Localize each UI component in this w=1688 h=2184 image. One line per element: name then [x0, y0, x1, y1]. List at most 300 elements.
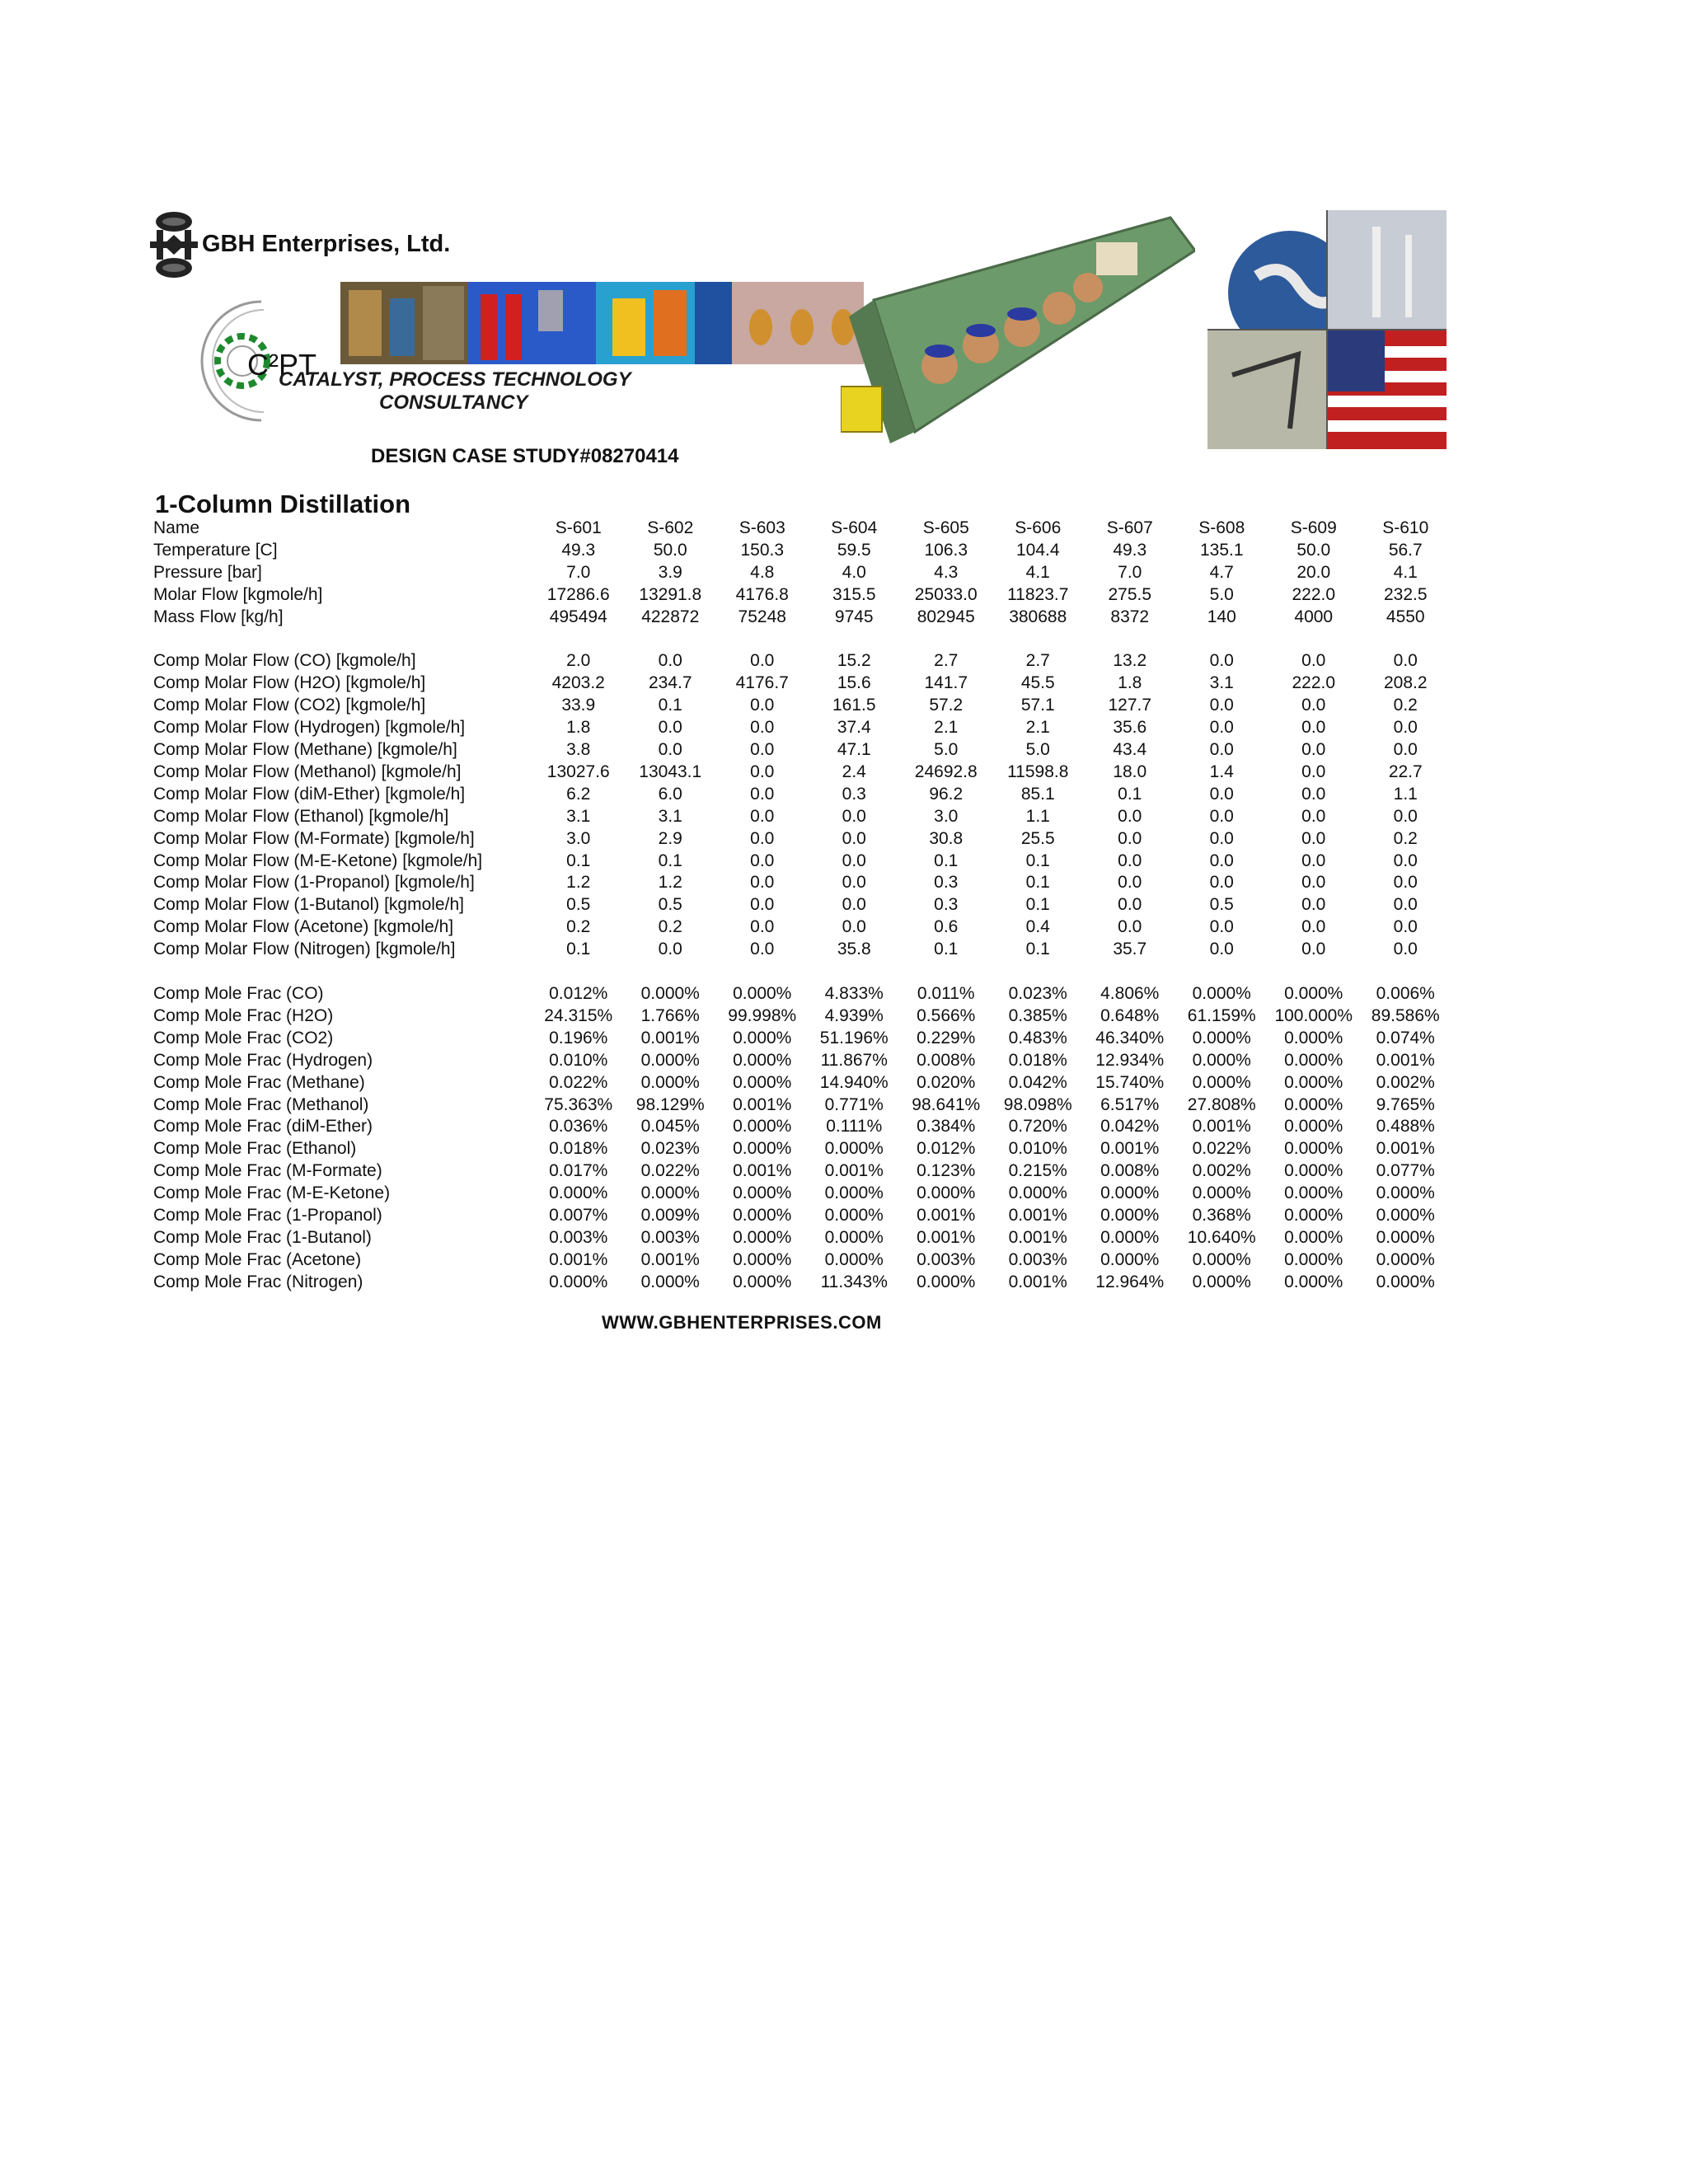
- table-cell: 0.022%: [1192, 1139, 1251, 1159]
- table-cell: 49.3: [1113, 540, 1147, 560]
- row-label: Comp Molar Flow (Hydrogen) [kgmole/h]: [153, 718, 466, 738]
- table-cell: 2.9: [658, 828, 682, 848]
- stream-header: S-609: [1290, 518, 1337, 537]
- table-cell: 0.0: [658, 651, 682, 671]
- table-cell: 15.740%: [1095, 1072, 1165, 1092]
- table-cell: 0.0: [1301, 740, 1326, 760]
- table-cell: 0.0: [750, 828, 775, 848]
- table-cell: 0.001%: [640, 1249, 700, 1269]
- table-cell: 1.1: [1025, 806, 1050, 826]
- stream-header: S-604: [831, 518, 878, 537]
- table-cell: 0.384%: [917, 1117, 976, 1137]
- table-cell: 33.9: [561, 696, 596, 715]
- table-cell: 0.0: [1118, 851, 1142, 870]
- table-cell: 4550: [1386, 607, 1425, 626]
- table-cell: 0.000%: [917, 1183, 976, 1203]
- table-row: [153, 939, 1451, 961]
- table-cell: 222.0: [1292, 584, 1336, 604]
- stream-header: S-603: [738, 518, 785, 537]
- table-cell: 0.196%: [549, 1028, 608, 1047]
- table-cell: 0.2: [1393, 828, 1418, 848]
- table-cell: 0.4: [1025, 917, 1050, 937]
- table-cell: 3.9: [658, 562, 682, 582]
- table-cell: 0.0: [1393, 895, 1418, 915]
- table-cell: 4000: [1294, 607, 1334, 626]
- table-cell: 0.215%: [1008, 1161, 1067, 1181]
- table-cell: 6.2: [566, 784, 591, 804]
- row-label: Comp Mole Frac (Acetone): [153, 1249, 362, 1269]
- table-cell: 0.000%: [917, 1272, 976, 1291]
- table-cell: 0.0: [1209, 917, 1234, 937]
- row-label: Comp Mole Frac (Methane): [153, 1072, 365, 1092]
- table-cell: 0.0: [1209, 696, 1234, 715]
- table-cell: 1.8: [566, 718, 591, 738]
- row-label: Comp Mole Frac (Hydrogen): [153, 1050, 373, 1070]
- table-cell: 0.0: [1301, 651, 1326, 671]
- table-row: [153, 695, 1451, 717]
- table-cell: 0.000%: [640, 1272, 700, 1291]
- table-cell: 11.867%: [820, 1050, 888, 1070]
- table-cell: 0.3: [934, 873, 959, 893]
- table-cell: 0.0: [842, 851, 866, 870]
- table-cell: 100.000%: [1274, 1005, 1353, 1025]
- table-cell: 0.002%: [1192, 1161, 1251, 1181]
- table-cell: 0.000%: [1008, 1183, 1067, 1203]
- table-cell: 3.0: [566, 828, 591, 848]
- table-cell: 10.640%: [1187, 1227, 1256, 1247]
- table-cell: 0.0: [750, 762, 775, 781]
- table-cell: 0.648%: [1100, 1005, 1160, 1025]
- table-cell: 0.000%: [1284, 1272, 1343, 1291]
- table-cell: 0.0: [1209, 940, 1234, 959]
- table-cell: 0.0: [658, 740, 682, 760]
- table-cell: 1.2: [658, 873, 682, 893]
- row-label: Comp Mole Frac (Methanol): [153, 1094, 369, 1114]
- table-row: [153, 650, 1451, 673]
- row-label: Comp Molar Flow (M-E-Ketone) [kgmole/h]: [153, 851, 483, 870]
- table-cell: 0.042%: [1008, 1072, 1067, 1092]
- table-cell: 141.7: [924, 673, 968, 693]
- table-cell: 11.343%: [820, 1272, 888, 1291]
- table-cell: 59.5: [837, 540, 871, 560]
- table-cell: 0.036%: [549, 1117, 608, 1137]
- table-cell: 422872: [641, 607, 700, 626]
- table-cell: 0.0: [1393, 940, 1418, 959]
- table-cell: 0.5: [1209, 895, 1234, 915]
- row-label: Comp Molar Flow (H2O) [kgmole/h]: [153, 673, 426, 693]
- table-cell: 0.3: [934, 895, 959, 915]
- table-row: [153, 562, 1451, 584]
- table-row: [153, 1160, 1451, 1183]
- row-label: Comp Mole Frac (Nitrogen): [153, 1272, 363, 1291]
- table-cell: 0.001%: [733, 1094, 792, 1114]
- table-row: [153, 739, 1451, 762]
- table-cell: 0.0: [750, 940, 775, 959]
- table-cell: 0.000%: [549, 1183, 608, 1203]
- table-cell: 0.1: [658, 696, 682, 715]
- table-row: [153, 872, 1451, 894]
- table-cell: 0.000%: [1192, 1183, 1251, 1203]
- table-cell: 0.0: [842, 873, 866, 893]
- table-cell: 61.159%: [1187, 1005, 1256, 1025]
- table-cell: 0.001%: [1008, 1206, 1067, 1226]
- table-cell: 0.001%: [1008, 1227, 1067, 1247]
- table-cell: 43.4: [1113, 740, 1147, 760]
- table-cell: 45.5: [1020, 673, 1055, 693]
- table-row: [153, 717, 1451, 739]
- row-label: Comp Molar Flow (Ethanol) [kgmole/h]: [153, 806, 449, 826]
- table-cell: 15.6: [837, 673, 871, 693]
- table-cell: 0.0: [1393, 718, 1418, 738]
- table-cell: 161.5: [832, 696, 876, 715]
- table-cell: 27.808%: [1187, 1094, 1256, 1114]
- table-row: [153, 1116, 1451, 1138]
- table-cell: 4.3: [934, 562, 959, 582]
- table-cell: 14.940%: [819, 1072, 889, 1092]
- table-cell: 0.000%: [640, 1183, 700, 1203]
- table-cell: 0.0: [1301, 806, 1326, 826]
- table-cell: 0.000%: [1100, 1183, 1160, 1203]
- row-label: Comp Molar Flow (1-Butanol) [kgmole/h]: [153, 895, 464, 915]
- row-label: Comp Mole Frac (diM-Ether): [153, 1117, 373, 1137]
- table-cell: 13027.6: [546, 762, 610, 781]
- table-cell: 0.0: [1209, 873, 1234, 893]
- table-cell: 0.0: [842, 895, 866, 915]
- table-cell: 0.008%: [917, 1050, 976, 1070]
- table-cell: 0.000%: [1192, 984, 1251, 1003]
- table-cell: 0.017%: [549, 1161, 608, 1181]
- table-cell: 0.000%: [1100, 1249, 1160, 1269]
- table-cell: 0.0: [842, 917, 866, 937]
- stream-header: S-605: [922, 518, 969, 537]
- table-cell: 0.123%: [917, 1161, 976, 1181]
- table-cell: 0.1: [934, 851, 959, 870]
- table-cell: 0.000%: [1192, 1072, 1251, 1092]
- table-cell: 0.0: [750, 718, 775, 738]
- table-cell: 46.340%: [1095, 1028, 1165, 1047]
- table-cell: 4.1: [1025, 562, 1050, 582]
- table-cell: 0.2: [658, 917, 682, 937]
- table-cell: 57.1: [1020, 696, 1055, 715]
- table-cell: 6.0: [658, 784, 682, 804]
- table-cell: 0.000%: [1284, 1206, 1343, 1226]
- table-cell: 0.023%: [1008, 984, 1067, 1003]
- table-cell: 0.000%: [1284, 1183, 1343, 1203]
- table-body: [153, 518, 1451, 1294]
- table-cell: 0.0: [1118, 895, 1142, 915]
- table-cell: 0.007%: [549, 1206, 608, 1226]
- table-cell: 0.720%: [1008, 1117, 1067, 1137]
- table-cell: 127.7: [1108, 696, 1152, 715]
- table-cell: 4.806%: [1100, 984, 1160, 1003]
- table-cell: 0.000%: [1284, 1072, 1343, 1092]
- section-title: 1-Column Distillation: [155, 490, 410, 518]
- table-row: [153, 762, 1451, 784]
- table-cell: 20.0: [1296, 562, 1331, 582]
- table-cell: 0.0: [750, 784, 775, 804]
- table-cell: 0.000%: [640, 1050, 700, 1070]
- table-cell: 0.6: [934, 917, 959, 937]
- table-cell: 0.000%: [733, 1227, 792, 1247]
- table-cell: 0.0: [1301, 873, 1326, 893]
- stream-header: S-610: [1382, 518, 1429, 537]
- table-cell: 234.7: [648, 673, 692, 693]
- table-cell: 0.045%: [640, 1117, 700, 1137]
- row-label: Comp Mole Frac (M-Formate): [153, 1161, 382, 1181]
- table-cell: 9.765%: [1376, 1094, 1435, 1114]
- table-cell: 12.964%: [1095, 1272, 1165, 1291]
- table-cell: 0.0: [750, 696, 775, 715]
- table-row: [153, 607, 1451, 629]
- table-cell: 98.129%: [635, 1094, 705, 1114]
- table-cell: 104.4: [1015, 540, 1060, 560]
- table-cell: 15.2: [837, 651, 871, 671]
- table-cell: 0.0: [750, 895, 775, 915]
- table-cell: 0.001%: [1376, 1139, 1435, 1159]
- table-cell: 2.1: [1025, 718, 1050, 738]
- consultancy-line2: CONSULTANCY: [379, 391, 528, 414]
- table-cell: 0.022%: [549, 1072, 608, 1092]
- table-cell: 0.0: [1393, 651, 1418, 671]
- spacer-cell: [153, 629, 1451, 651]
- table-cell: 4.833%: [824, 984, 884, 1003]
- table-cell: 0.0: [1209, 718, 1234, 738]
- table-cell: 802945: [917, 607, 975, 626]
- table-cell: 4.1: [1393, 562, 1418, 582]
- table-cell: 2.1: [934, 718, 959, 738]
- table-cell: 0.011%: [917, 984, 975, 1003]
- table-cell: 0.000%: [733, 1028, 792, 1047]
- table-cell: 0.000%: [824, 1227, 884, 1247]
- table-cell: 0.1: [566, 940, 591, 959]
- table-row: [153, 584, 1451, 607]
- table-cell: 106.3: [924, 540, 968, 560]
- table-cell: 0.0: [1301, 851, 1326, 870]
- table-cell: 0.000%: [1284, 1094, 1343, 1114]
- table-cell: 4.939%: [824, 1005, 884, 1025]
- table-cell: 0.1: [934, 940, 959, 959]
- table-cell: 0.000%: [1284, 1161, 1343, 1181]
- table-row: [153, 1072, 1451, 1094]
- table-cell: 0.000%: [1100, 1227, 1160, 1247]
- table-cell: 0.000%: [1376, 1206, 1435, 1226]
- company-name: GBH Enterprises, Ltd.: [202, 231, 451, 257]
- gbh-logo-icon: [150, 210, 198, 279]
- table-cell: 0.003%: [640, 1227, 700, 1247]
- table-cell: 5.0: [934, 740, 959, 760]
- table-cell: 30.8: [929, 828, 964, 848]
- table-cell: 0.000%: [1192, 1050, 1251, 1070]
- header-label: Name: [153, 518, 200, 537]
- row-label: Comp Mole Frac (1-Propanol): [153, 1206, 382, 1226]
- table-cell: 0.385%: [1008, 1005, 1067, 1025]
- consultancy-line1: CATALYST, PROCESS TECHNOLOGY: [279, 368, 631, 391]
- table-cell: 0.000%: [1100, 1206, 1160, 1226]
- table-row: [153, 1272, 1451, 1294]
- process-photo-strip: [340, 282, 864, 364]
- table-cell: 0.077%: [1376, 1161, 1435, 1181]
- table-row: [153, 784, 1451, 806]
- table-cell: 0.2: [1393, 696, 1418, 715]
- table-cell: 0.006%: [1376, 984, 1435, 1003]
- row-label: Pressure [bar]: [153, 562, 262, 582]
- table-cell: 0.111%: [826, 1117, 883, 1137]
- table-cell: 0.0: [1393, 851, 1418, 870]
- table-cell: 0.018%: [549, 1139, 608, 1159]
- row-label: Comp Mole Frac (Ethanol): [153, 1139, 357, 1159]
- table-cell: 0.1: [1025, 873, 1050, 893]
- table-cell: 0.000%: [824, 1206, 884, 1226]
- table-row: [153, 540, 1451, 562]
- table-cell: 0.0: [1209, 828, 1234, 848]
- table-cell: 96.2: [929, 784, 964, 804]
- table-cell: 0.001%: [917, 1227, 976, 1247]
- stream-header: S-606: [1015, 518, 1062, 537]
- table-cell: 0.000%: [1284, 1139, 1343, 1159]
- table-cell: 0.001%: [1192, 1117, 1251, 1137]
- table-cell: 3.1: [658, 806, 682, 826]
- table-cell: 0.0: [842, 806, 866, 826]
- table-cell: 24.315%: [544, 1005, 613, 1025]
- table-cell: 35.8: [837, 940, 871, 959]
- table-cell: 0.0: [750, 651, 775, 671]
- table-cell: 0.0: [1209, 784, 1234, 804]
- table-cell: 0.042%: [1100, 1117, 1160, 1137]
- table-cell: 0.1: [1025, 940, 1050, 959]
- table-cell: 50.0: [1296, 540, 1331, 560]
- table-cell: 13291.8: [639, 584, 702, 604]
- table-cell: 5.0: [1209, 584, 1234, 604]
- table-cell: 22.7: [1388, 762, 1423, 781]
- row-label: Molar Flow [kgmole/h]: [153, 584, 323, 604]
- table-cell: 0.000%: [1376, 1272, 1435, 1291]
- table-cell: 0.0: [1301, 940, 1326, 959]
- table-cell: 0.0: [1301, 784, 1326, 804]
- row-label: Temperature [C]: [153, 540, 278, 560]
- table-cell: 0.001%: [824, 1161, 884, 1181]
- table-cell: 0.0: [1118, 917, 1142, 937]
- table-cell: 0.012%: [917, 1139, 976, 1159]
- table-cell: 0.018%: [1008, 1050, 1067, 1070]
- table-cell: 0.000%: [1284, 1249, 1343, 1269]
- table-cell: 0.000%: [733, 1206, 792, 1226]
- table-cell: 0.000%: [1192, 1028, 1251, 1047]
- table-cell: 0.000%: [1284, 1028, 1343, 1047]
- table-cell: 232.5: [1383, 584, 1428, 604]
- table-cell: 0.074%: [1376, 1028, 1435, 1047]
- row-label: Comp Mole Frac (CO): [153, 984, 324, 1003]
- stream-header: S-602: [647, 518, 694, 537]
- table-cell: 8372: [1110, 607, 1150, 626]
- table-cell: 7.0: [1118, 562, 1142, 582]
- table-cell: 0.000%: [824, 1249, 884, 1269]
- table-cell: 18.0: [1113, 762, 1147, 781]
- table-row: [153, 1138, 1451, 1160]
- table-cell: 0.022%: [640, 1161, 700, 1181]
- row-label: Comp Molar Flow (Nitrogen) [kgmole/h]: [153, 940, 456, 959]
- table-row: [153, 806, 1451, 828]
- table-cell: 0.000%: [824, 1183, 884, 1203]
- stream-header: S-601: [555, 518, 602, 537]
- table-cell: 2.4: [842, 762, 866, 781]
- table-cell: 0.0: [750, 873, 775, 893]
- table-cell: 0.0: [1301, 762, 1326, 781]
- table-cell: 75.363%: [544, 1094, 613, 1114]
- table-row: [153, 1094, 1451, 1117]
- table-cell: 140: [1207, 607, 1236, 626]
- table-cell: 0.0: [750, 917, 775, 937]
- table-row: [153, 1205, 1451, 1227]
- table-cell: 4.8: [750, 562, 775, 582]
- table-cell: 49.3: [561, 540, 596, 560]
- table-row: [153, 1249, 1451, 1272]
- table-cell: 222.0: [1292, 673, 1336, 693]
- table-cell: 0.0: [1118, 806, 1142, 826]
- table-cell: 0.003%: [917, 1249, 976, 1269]
- table-cell: 0.0: [1209, 740, 1234, 760]
- stream-data-table: [153, 518, 1451, 1294]
- table-cell: 0.0: [658, 718, 682, 738]
- table-cell: 0.003%: [549, 1227, 608, 1247]
- table-cell: 4176.8: [735, 584, 789, 604]
- table-cell: 0.0: [1301, 895, 1326, 915]
- table-cell: 0.0: [750, 806, 775, 826]
- table-cell: 0.5: [658, 895, 682, 915]
- stream-header: S-607: [1106, 518, 1153, 537]
- table-cell: 0.001%: [1100, 1139, 1160, 1159]
- row-label: Comp Molar Flow (CO) [kgmole/h]: [153, 651, 416, 671]
- table-cell: 25033.0: [914, 584, 978, 604]
- table-cell: 0.0: [1301, 917, 1326, 937]
- table-cell: 0.001%: [1008, 1272, 1067, 1291]
- table-cell: 0.000%: [1284, 1227, 1343, 1247]
- table-cell: 98.098%: [1003, 1094, 1072, 1114]
- table-cell: 0.000%: [733, 1183, 792, 1203]
- table-cell: 495494: [549, 607, 607, 626]
- table-cell: 0.0: [750, 851, 775, 870]
- table-cell: 1.4: [1209, 762, 1234, 781]
- table-cell: 2.0: [566, 651, 591, 671]
- table-cell: 4203.2: [551, 673, 605, 693]
- table-row: [153, 983, 1451, 1005]
- table-cell: 0.2: [566, 917, 591, 937]
- table-cell: 0.001%: [733, 1161, 792, 1181]
- table-cell: 75248: [738, 607, 786, 626]
- spacer-cell: [153, 961, 1451, 983]
- row-label: Comp Molar Flow (Methanol) [kgmole/h]: [153, 762, 462, 781]
- table-cell: 24692.8: [914, 762, 978, 781]
- table-cell: 35.7: [1113, 940, 1147, 959]
- table-row: [153, 851, 1451, 873]
- table-cell: 0.0: [1393, 917, 1418, 937]
- table-cell: 13043.1: [639, 762, 702, 781]
- table-cell: 0.488%: [1376, 1117, 1435, 1137]
- table-cell: 0.000%: [640, 984, 700, 1003]
- row-label: Comp Molar Flow (M-Formate) [kgmole/h]: [153, 828, 475, 848]
- table-row: [153, 1227, 1451, 1249]
- table-cell: 0.0: [1393, 806, 1418, 826]
- group-spacer-row: [153, 629, 1451, 651]
- table-cell: 0.000%: [824, 1139, 884, 1159]
- table-cell: 50.0: [653, 540, 687, 560]
- row-label: Comp Molar Flow (diM-Ether) [kgmole/h]: [153, 784, 466, 804]
- table-cell: 5.0: [1025, 740, 1050, 760]
- row-label: Comp Mole Frac (M-E-Ketone): [153, 1183, 391, 1203]
- table-cell: 0.1: [566, 851, 591, 870]
- table-cell: 4.0: [842, 562, 866, 582]
- table-cell: 0.023%: [640, 1139, 700, 1159]
- row-label: Comp Molar Flow (1-Propanol) [kgmole/h]: [153, 873, 475, 893]
